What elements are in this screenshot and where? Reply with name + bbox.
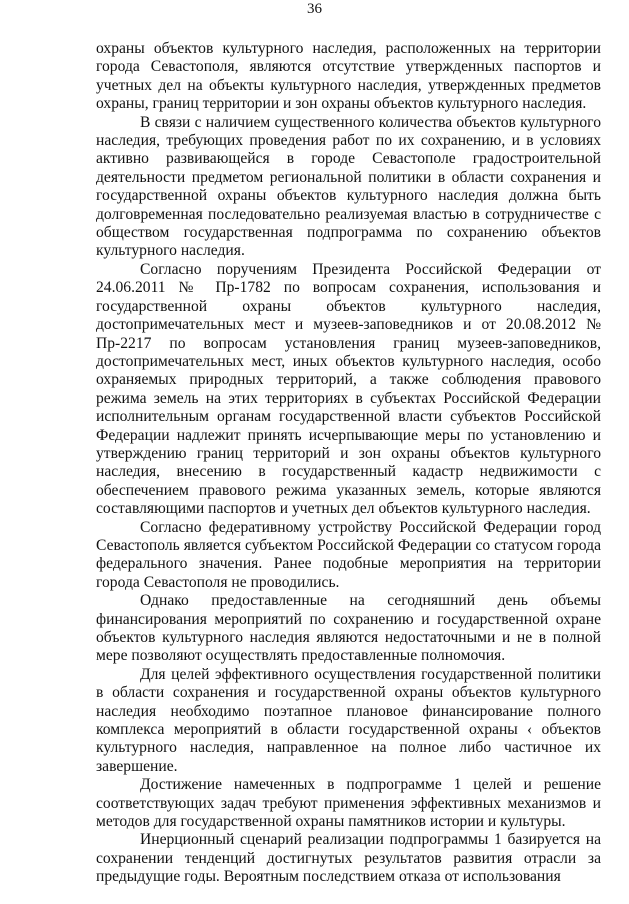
paragraph-3: Согласно поручениям Президента Российской Федерации от 24.06.2011 № Пр-1782 по вопросам сохранения, использования и государственной охраны объектов культурного наследия, достопримечательных мест и музеев-заповедников и от 20.08.2012 № Пр-2217 по вопросам установления границ музеев-заповедников, достопримечательных мест, иных объектов культурного наследия, особо охраняемых природных территорий, а также соблюдения правового режима земель на этих территориях в субъектах Российской Федерации исполнительным органам государственной власти субъектов Российской Федерации надлежит принять исчерпывающие меры по установлению и утверждению границ территорий и зон охраны объектов культурного наследия, внесению в государственный кадастр недвижимости с обеспечением правового режима указанных земель, которые являются составляющими паспортов и учетных дел объектов культурного наследия. xyxy=(96,260,601,518)
page-number: 36 xyxy=(307,1,322,17)
paragraph-8: Инерционный сценарий реализации подпрограммы 1 базируется на сохранении тенденций достигнутых результатов развития отрасли за предыдущие годы. Вероятным последствием отказа от использования xyxy=(96,831,601,886)
document-body xyxy=(96,40,601,887)
paragraph-4: Согласно федеративному устройству Российской Федерации город Севастополь является субъектом Российской Федерации со статусом города федерального значения. Ранее подобные мероприятия на территории города Севастополя не проводились. xyxy=(96,518,601,591)
paragraph-5: Однако предоставленные на сегодняшний день объемы финансирования мероприятий по сохранению и государственной охране объектов культурного наследия являются недостаточными и не в полной мере позволяют осуществлять предоставленные полномочия. xyxy=(96,592,601,665)
paragraph-2: В связи с наличием существенного количества объектов культурного наследия, требующих проведения работ по их сохранению, и в условиях активно развивающейся в городе Севастополе градостроительной деятельности предметом региональной политики в области сохранения и государственной охраны объектов культурного наследия должна быть долговременная последовательно реализуемая властью в сотрудничестве с обществом государственная подпрограмма по сохранению объектов культурного наследия. xyxy=(96,113,601,260)
paragraph-7: Достижение намеченных в подпрограмме 1 целей и решение соответствующих задач требуют применения эффективных механизмов и методов для государственной охраны памятников истории и культуры. xyxy=(96,776,601,831)
paragraph-6: Для целей эффективного осуществления государственной политики в области сохранения и государственной охраны объектов культурного наследия необходимо поэтапное плановое финансирование полного комплекса мероприятий в области государственной охраны ‹ объектов культурного наследия, направленное на полное либо частичное их завершение. xyxy=(96,665,601,775)
paragraph-1: охраны объектов культурного наследия, расположенных на территории города Севастополя, являются отсутствие утвержденных паспортов и учетных дел на объекты культурного наследия, утвержденных предметов охраны, границ территории и зон охраны объектов культурного наследия. xyxy=(96,40,601,113)
